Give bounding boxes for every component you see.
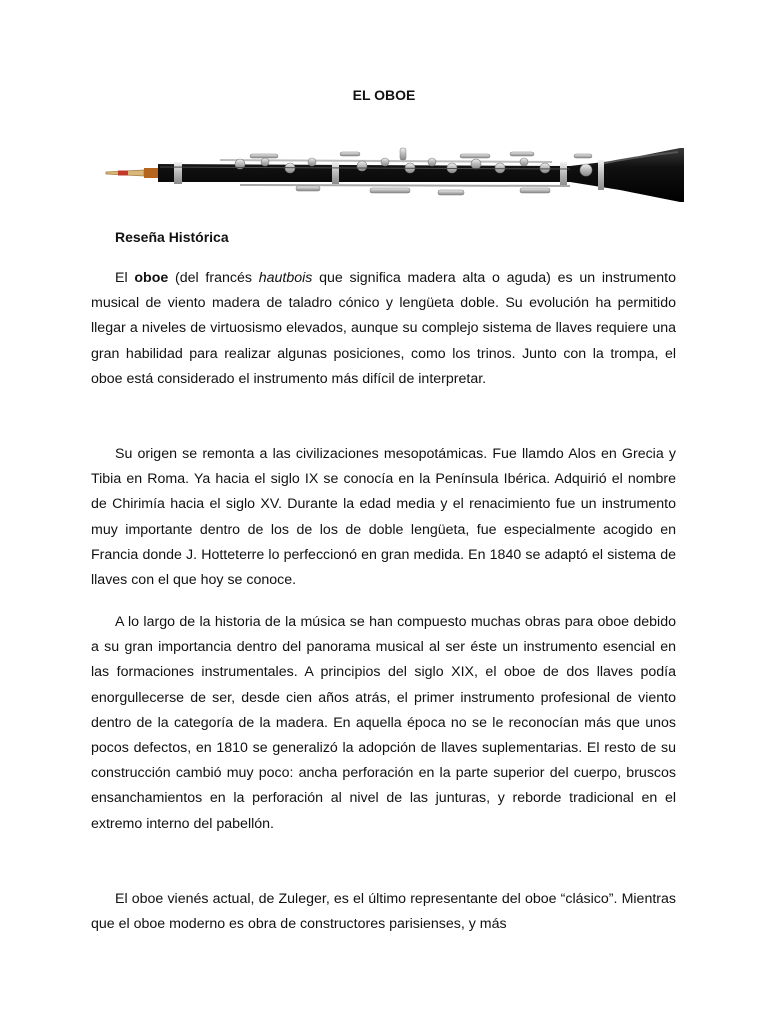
paragraph-1-italic-term: hautbois [258,270,313,286]
paragraph-1-start: El [115,270,135,286]
paragraph-3: A lo largo de la historia de la música se han compuesto muchas obras para oboe debido a su gran importancia dentro del panorama musical al ser éste un instrumento esencial en las formaciones instrumentales. A principios del siglo XIX, el oboe de dos llaves podía enorgullecerse de ser, desde cien años atrás, el primer instrumento profesional de viento dentro de la categoría de la madera. En aquella época no se le reconocían más que unos pocos defectos, en 1810 se generalizó la adopción de llaves suplementarias. El resto de su construcción cambió muy poco: ancha perforación en la parte superior del cuerpo, bruscos ensanchamientos en la perforación al nivel de las junturas, y reborde tradicional en el extremo interno del pabellón. [91,614,676,832]
paragraph-4: El oboe vienés actual, de Zuleger, es el último representante del oboe “clásico”. Mientras que el oboe moderno es obra de constructores parisienses, y más [91,891,676,933]
paragraph-1-rest: que significa madera alta o aguda) es un instrumento musical de viento madera de taladro cónico y lengüeta doble. Su evolución ha permitido llegar a niveles de virtuosismo elevados, aunque su complejo sistema de llaves requiere una gran habilidad para realizar algunas posiciones, como los trinos. Junto con la trompa, el oboe está considerado el instrumento más difícil de interpretar. [91,270,676,387]
section-heading: Reseña Histórica [115,229,229,245]
paragraph-1-middle: (del francés [168,270,259,286]
oboe-image [100,140,690,220]
paragraph-1 [91,266,676,392]
paragraph-1-bold-term: oboe [134,270,169,286]
paragraph-2: Su origen se remonta a las civilizaciones mesopotámicas. Fue llamdo Alos en Grecia y Tibia en Roma. Ya hacia el siglo IX se conocía en la Península Ibérica. Adquirió el nombre de Chirimía hacia el siglo XV. Durante la edad media y el renacimiento fue un instrumento muy importante dentro de los de los de doble lengüeta, fue especialmente acogido en Francia donde J. Hotteterre lo perfeccionó en gran medida. En 1840 se adaptó el sistema de llaves con el que hoy se conoce. [91,446,676,589]
oboe-illustration-icon [100,140,690,220]
document-title: EL OBOE [352,87,416,103]
